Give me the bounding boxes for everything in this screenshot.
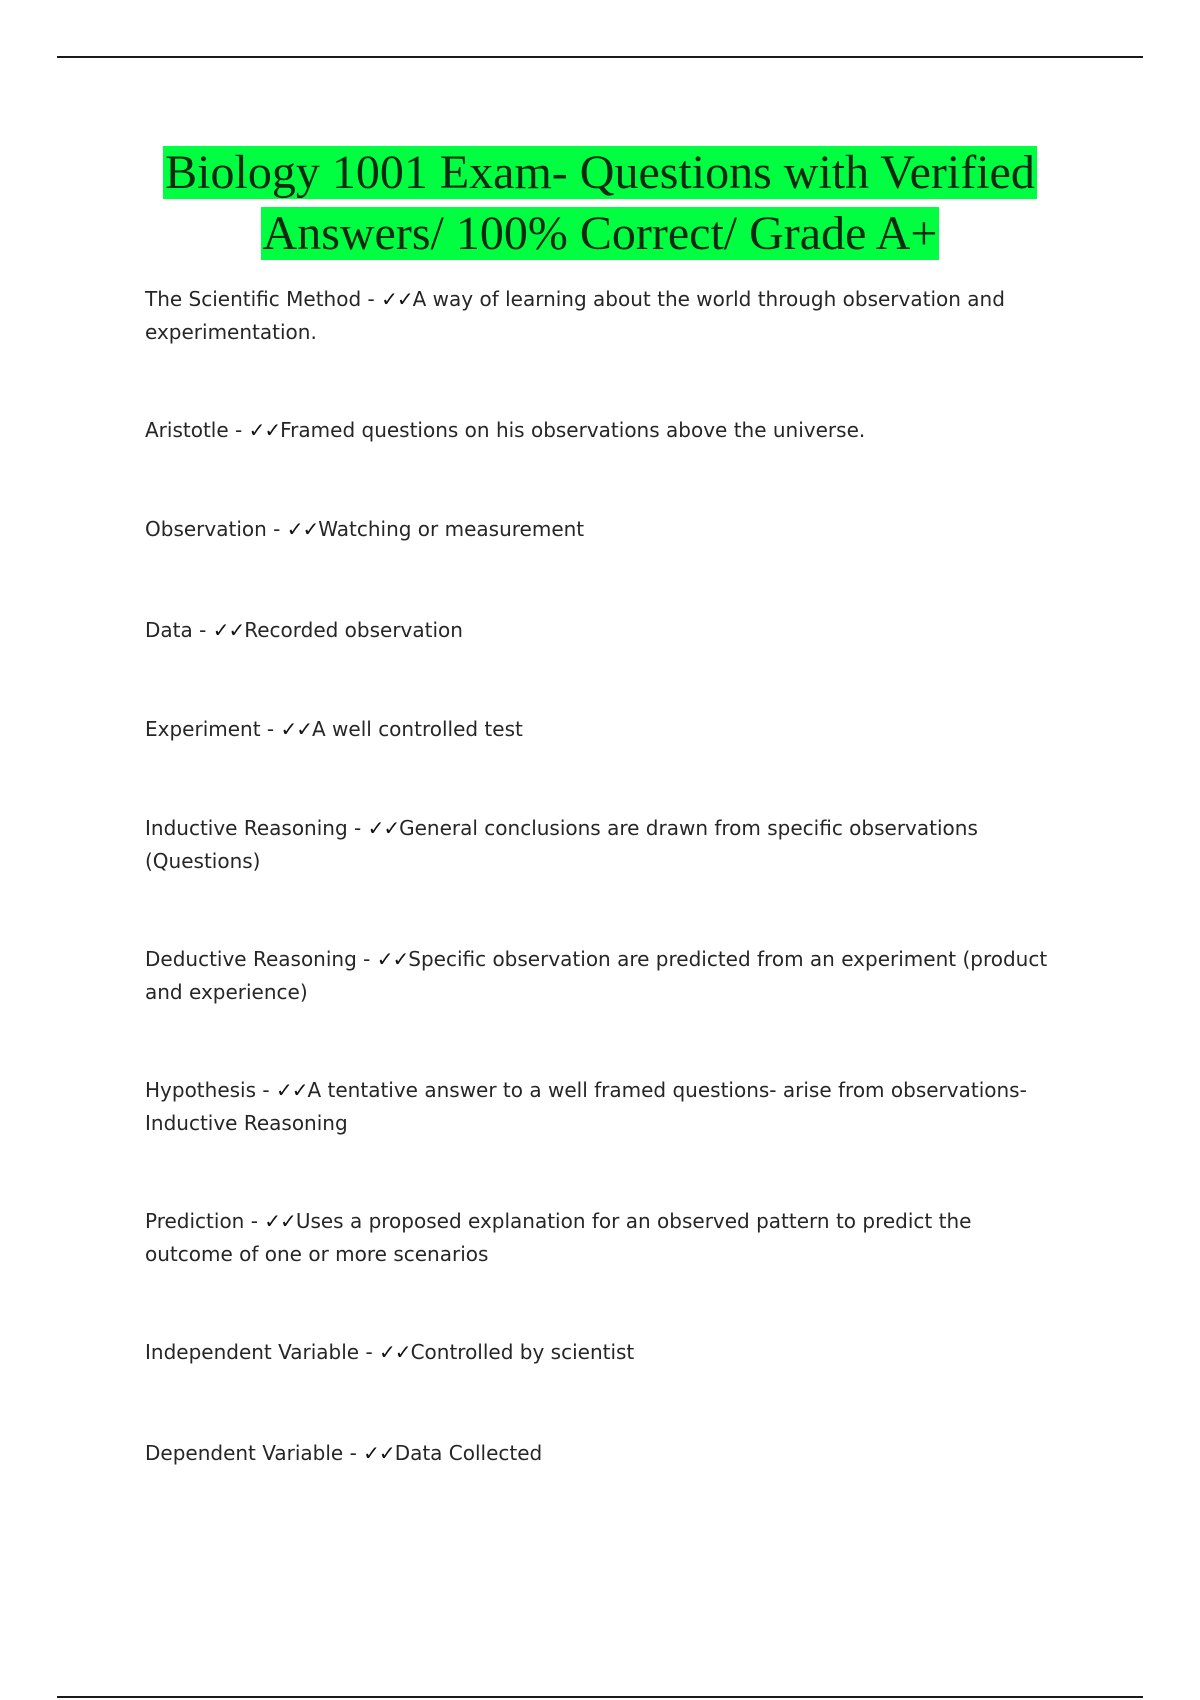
entry-term: Aristotle xyxy=(145,418,229,442)
entry-separator: - xyxy=(356,947,377,971)
footer-rule xyxy=(57,1696,1143,1698)
entry-definition: A way of learning about the world through observation and experimentation. xyxy=(145,287,1005,344)
entry-hypothesis xyxy=(145,1074,1060,1140)
entry-term: Hypothesis xyxy=(145,1078,257,1102)
header-rule xyxy=(57,56,1143,58)
double-check-icon: ✓✓ xyxy=(286,517,319,541)
entry-separator: - xyxy=(256,1078,276,1102)
entry-definition: General conclusions are drawn from specific observations (Questions) xyxy=(145,816,978,873)
entry-term: Independent Variable xyxy=(145,1340,360,1364)
entry-observation xyxy=(145,513,1060,546)
double-check-icon: ✓✓ xyxy=(264,1209,296,1233)
entry-term: Deductive Reasoning xyxy=(145,947,357,971)
entry-separator: - xyxy=(361,287,382,311)
entry-dependent-variable xyxy=(145,1437,1060,1470)
entry-definition: Framed questions on his observations above the universe. xyxy=(280,418,866,442)
double-check-icon: ✓✓ xyxy=(376,947,409,971)
entry-definition: Watching or measurement xyxy=(318,517,585,541)
entry-definition: Data Collected xyxy=(394,1441,543,1465)
entry-separator: - xyxy=(228,418,249,442)
document-title xyxy=(100,142,1100,264)
entry-separator: - xyxy=(343,1441,364,1465)
double-check-icon: ✓✓ xyxy=(280,717,313,741)
double-check-icon: ✓✓ xyxy=(275,1078,308,1102)
double-check-icon: ✓✓ xyxy=(212,618,245,642)
entry-definition: Uses a proposed explanation for an observed pattern to predict the outcome of one or more scenarios xyxy=(145,1209,972,1266)
entry-separator: - xyxy=(266,517,287,541)
entry-definition: A well controlled test xyxy=(312,717,523,741)
entry-definition: Controlled by scientist xyxy=(410,1340,635,1364)
entry-definition: A tentative answer to a well framed questions- arise from observations- Inductive Reasoning xyxy=(145,1078,1027,1135)
entry-definition: Recorded observation xyxy=(244,618,463,642)
double-check-icon: ✓✓ xyxy=(367,816,400,840)
entry-prediction xyxy=(145,1205,1060,1271)
title-highlight: Biology 1001 Exam- Questions with Verified Answers/ 100% Correct/ Grade A+ xyxy=(165,146,1035,260)
entry-term: Experiment xyxy=(145,717,261,741)
double-check-icon: ✓✓ xyxy=(381,287,413,311)
double-check-icon: ✓✓ xyxy=(363,1441,395,1465)
entry-separator: - xyxy=(244,1209,265,1233)
entry-term: Data xyxy=(145,618,193,642)
entry-term: The Scientific Method xyxy=(145,287,362,311)
entry-deductive-reasoning xyxy=(145,943,1060,1009)
entry-independent-variable xyxy=(145,1336,1060,1369)
entry-experiment xyxy=(145,713,1060,746)
entry-term: Dependent Variable xyxy=(145,1441,344,1465)
double-check-icon: ✓✓ xyxy=(379,1340,411,1364)
entry-definition: Specific observation are predicted from an experiment (product and experience) xyxy=(145,947,1048,1004)
entry-aristotle xyxy=(145,414,1060,447)
entry-scientific-method xyxy=(145,283,1060,349)
entry-term: Inductive Reasoning xyxy=(145,816,348,840)
entry-inductive-reasoning xyxy=(145,812,1060,878)
entry-separator: - xyxy=(347,816,368,840)
entry-separator: - xyxy=(192,618,213,642)
entry-separator: - xyxy=(359,1340,380,1364)
entry-separator: - xyxy=(260,717,281,741)
entry-term: Observation xyxy=(145,517,267,541)
entry-data xyxy=(145,614,1060,647)
entry-term: Prediction xyxy=(145,1209,245,1233)
double-check-icon: ✓✓ xyxy=(248,418,281,442)
